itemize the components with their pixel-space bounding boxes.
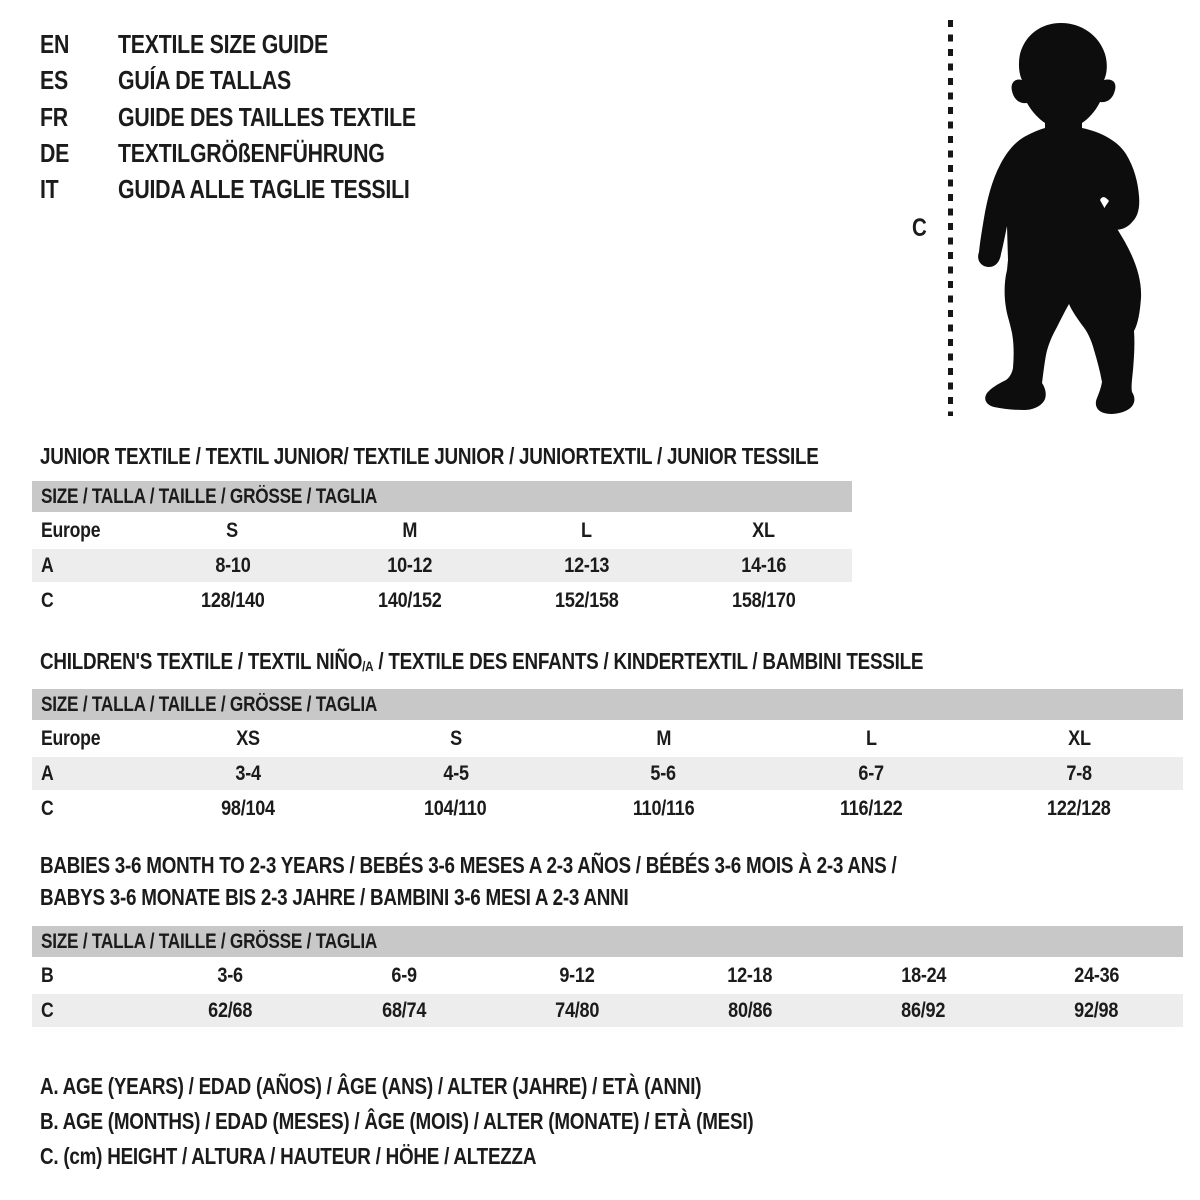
legend-line-b: B. AGE (MONTHS) / EDAD (MESES) / ÂGE (MOIS) / ALTER (MONATE) / ETÀ (MESI) xyxy=(40,1108,754,1134)
language-title: GUIDA ALLE TAGLIE TESSILI xyxy=(118,174,410,205)
toddler-silhouette xyxy=(960,20,1148,420)
size-cell: L xyxy=(865,726,877,750)
table-row-age-months xyxy=(32,959,1183,992)
language-row xyxy=(40,171,481,207)
table-row-height xyxy=(32,994,1183,1027)
age-cell: 10-12 xyxy=(387,553,432,577)
height-cell: 92/98 xyxy=(1074,998,1119,1022)
language-code: DE xyxy=(40,137,70,168)
size-table-header: SIZE / TALLA / TAILLE / GRÖSSE / TAGLIA xyxy=(32,689,1183,720)
table-row-age xyxy=(32,757,1183,790)
legend-block xyxy=(40,1069,910,1174)
table-row-europe xyxy=(32,514,852,547)
size-cell: S xyxy=(226,518,239,542)
language-title-list xyxy=(40,26,481,207)
babies-size-table xyxy=(32,926,1183,1027)
height-cell: 86/92 xyxy=(901,998,946,1022)
age-cell: 24-36 xyxy=(1073,963,1119,987)
age-cell: 14-16 xyxy=(741,553,786,577)
children-section-title: CHILDREN'S TEXTILE / TEXTIL NIÑO/A / TEXTILE DES ENFANTS / KINDERTEXTIL / BAMBINI TESSILE xyxy=(40,648,924,675)
height-cell: 98/104 xyxy=(221,796,275,820)
size-cell: XS xyxy=(236,726,260,750)
row-label: A xyxy=(41,761,54,785)
language-title: GUIDE DES TAILLES TEXTILE xyxy=(118,101,416,132)
age-cell: 6-9 xyxy=(391,963,417,987)
babies-section-title xyxy=(40,852,1085,910)
language-row xyxy=(40,135,481,171)
language-title: TEXTILGRÖßENFÜHRUNG xyxy=(118,137,385,168)
age-cell: 9-12 xyxy=(559,963,595,987)
row-label: C xyxy=(41,588,54,612)
size-cell: L xyxy=(581,518,592,542)
size-cell: XL xyxy=(752,518,775,542)
height-cell: 140/152 xyxy=(377,588,442,612)
row-label: B xyxy=(41,963,54,987)
language-code: EN xyxy=(40,29,70,59)
age-cell: 6-7 xyxy=(858,761,884,785)
height-cell: 104/110 xyxy=(424,796,487,820)
size-cell: S xyxy=(449,726,462,750)
row-label: C xyxy=(41,998,54,1022)
size-cell: M xyxy=(402,518,417,542)
row-label: Europe xyxy=(41,518,101,542)
height-measure-dashed-line xyxy=(948,20,953,416)
language-code: ES xyxy=(40,65,68,96)
height-cell: 152/158 xyxy=(554,588,619,612)
age-cell: 7-8 xyxy=(1066,761,1092,785)
size-table-header: SIZE / TALLA / TAILLE / GRÖSSE / TAGLIA xyxy=(32,481,852,512)
legend-line-c: C. (cm) HEIGHT / ALTURA / HAUTEUR / HÖHE / ALTEZZA xyxy=(40,1143,537,1169)
table-row-age xyxy=(32,549,852,582)
height-measure-label: C xyxy=(912,214,927,242)
junior-section-title: JUNIOR TEXTILE / TEXTIL JUNIOR/ TEXTILE JUNIOR / JUNIORTEXTIL / JUNIOR TESSILE xyxy=(40,443,819,469)
table-row-height xyxy=(32,584,852,617)
height-cell: 80/86 xyxy=(728,998,773,1022)
size-table-header: SIZE / TALLA / TAILLE / GRÖSSE / TAGLIA xyxy=(32,926,1183,957)
size-cell: M xyxy=(656,726,671,750)
age-cell: 5-6 xyxy=(650,761,677,785)
height-cell: 128/140 xyxy=(200,588,265,612)
nino-a-subscript: /A xyxy=(362,658,374,675)
babies-title-line1: BABIES 3-6 MONTH TO 2-3 YEARS / BEBÉS 3-6 MESES A 2-3 AÑOS / BÉBÉS 3-6 MOIS À 2-3 ANS / xyxy=(40,852,897,878)
language-row xyxy=(40,62,481,98)
height-cell: 68/74 xyxy=(381,998,426,1022)
row-label: A xyxy=(41,553,54,577)
row-label: Europe xyxy=(41,726,101,750)
legend-line-a: A. AGE (YEARS) / EDAD (AÑOS) / ÂGE (ANS) / ALTER (JAHRE) / ETÀ (ANNI) xyxy=(40,1073,702,1099)
junior-size-table xyxy=(32,481,852,617)
table-row-europe xyxy=(32,722,1183,755)
age-cell: 8-10 xyxy=(214,553,251,577)
babies-title-line2: BABYS 3-6 MONATE BIS 2-3 JAHRE / BAMBINI 3-6 MESI A 2-3 ANNI xyxy=(40,884,629,910)
height-cell: 122/128 xyxy=(1047,796,1111,820)
size-cell: XL xyxy=(1067,726,1091,750)
height-cell: 62/68 xyxy=(208,998,253,1022)
height-cell: 74/80 xyxy=(554,998,599,1022)
row-label: C xyxy=(41,796,54,820)
age-cell: 3-4 xyxy=(235,761,261,785)
language-code: FR xyxy=(40,101,68,132)
age-cell: 18-24 xyxy=(900,963,946,987)
age-cell: 12-13 xyxy=(564,553,609,577)
height-cell: 158/170 xyxy=(731,588,796,612)
children-size-table xyxy=(32,689,1183,825)
age-cell: 4-5 xyxy=(443,761,469,785)
table-row-height xyxy=(32,792,1183,825)
age-cell: 12-18 xyxy=(727,963,773,987)
language-code: IT xyxy=(40,174,59,205)
height-cell: 110/116 xyxy=(632,796,695,820)
language-title: GUÍA DE TALLAS xyxy=(118,65,292,96)
height-cell: 116/122 xyxy=(840,796,903,820)
age-cell: 3-6 xyxy=(217,963,244,987)
language-row xyxy=(40,26,481,62)
language-title: TEXTILE SIZE GUIDE xyxy=(118,29,328,59)
language-row xyxy=(40,99,481,135)
